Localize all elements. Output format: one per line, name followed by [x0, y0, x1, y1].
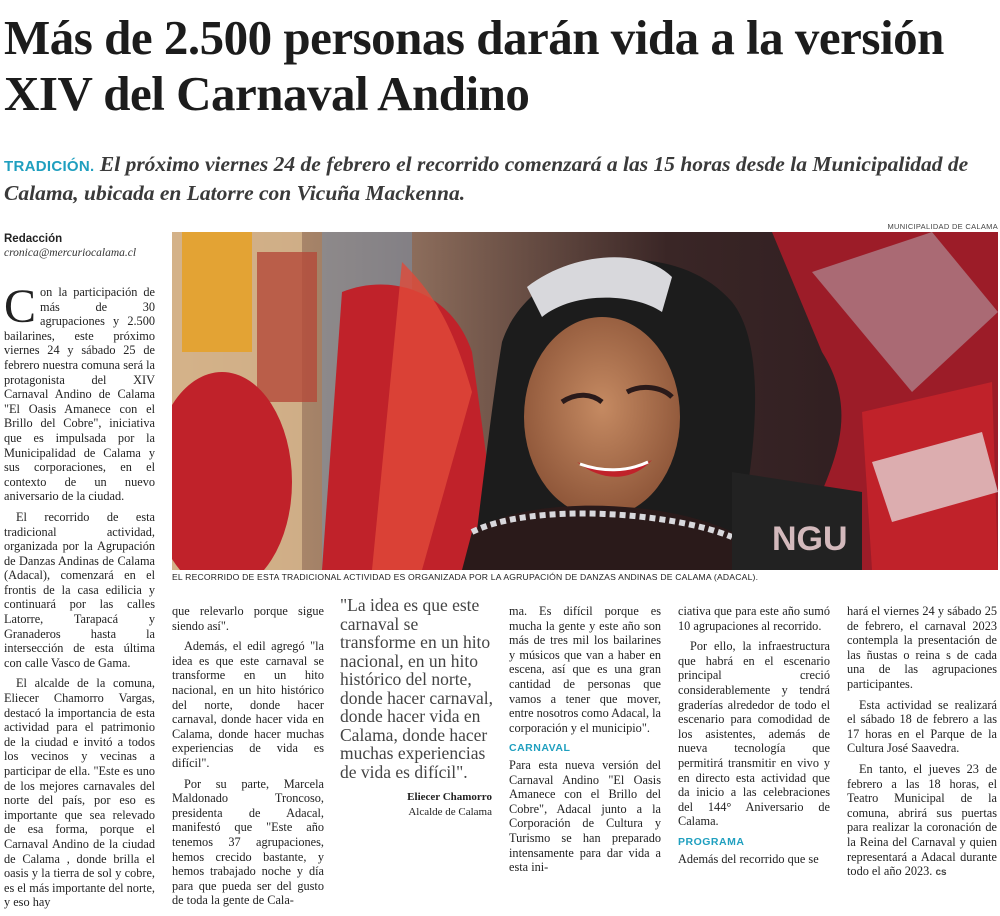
paragraph: ma. Es difícil porque es mucha la gente y este año son más de tres mil los bailarines y músicos que van a haber en escena, así que es una gran cantidad de personas que vamos a tener que mover, entre nosotros como Adacal, la corporación y el municipio".: [509, 604, 661, 735]
pull-quote-role: Alcalde de Calama: [408, 806, 492, 818]
paragraph: Para esta nueva versión del Carnaval Andino "El Oasis Amanece con el Brillo del Cobre", Adacal junto a la Corporación de Cultura y Turismo se han preparado intensamente para dar vida a esta ini-: [509, 757, 661, 875]
article-column-3: [509, 604, 661, 881]
paragraph: ciativa que para este año sumó 10 agrupaciones al recorrido.: [678, 604, 830, 633]
paragraph-text: En tanto, el jueves 23 de febrero a las 18 horas, el Teatro Municipal de la comuna, abrirá sus puertas para realizar la coronación de la Reina del Carnaval y quien representará a Adacal durante todo el año 2023.: [847, 761, 997, 879]
carnival-photo: [172, 232, 998, 570]
carnival-photo-illustration: [172, 232, 998, 570]
byline-author: Redacción: [4, 233, 63, 245]
paragraph: Además del recorrido que se: [678, 851, 819, 866]
drop-cap: C: [4, 280, 37, 333]
paragraph: Por ello, la infraestructura que habrá en el escenario principal creció considerablemente y tendrá graderías alrededor de todo el escenario para comodidad de los asistentes, además de nueva tecnología que permitirá transmitir en vivo y en directo esta actividad que da inicio a las celebraciones del 144° Aniversario de Calama.: [678, 639, 830, 829]
paragraph: que relevarlo porque sigue siendo así".: [172, 604, 324, 633]
paragraph: hará el viernes 24 y sábado 25 de febrero, el carnaval 2023 contempla la presentación de las ñustas o reina s de cada una de las agrupaciones participantes.: [847, 604, 997, 691]
pull-quote-author: Eliecer Chamorro: [407, 791, 492, 803]
article-column-5: [847, 604, 997, 887]
article-column-4: [678, 604, 830, 872]
paragraph: Además, el edil agregó "la idea es que este carnaval se transforme en un hito nacional, en un hito histórico del norte, donde hacer carnaval, donde hacer vida en Calama, donde hacer muchas experiencias de vida es difícil".: [172, 639, 324, 770]
byline-email[interactable]: cronica@mercuriocalama.cl: [4, 247, 137, 259]
photo-caption: EL RECORRIDO DE ESTA TRADICIONAL ACTIVIDAD ES ORGANIZADA POR LA AGRUPACIÓN DE DANZAS ANDINAS DE CALAMA (ADACAL).: [172, 572, 759, 582]
byline: [4, 233, 164, 259]
end-mark: cs: [935, 867, 947, 879]
pull-quote: "La idea es que este carnaval se transforme en un hito nacional, en un hito histórico del norte, donde hacer carnaval, donde hacer vida en Calama, donde hacer muchas experiencias de vida es difícil".: [340, 595, 494, 782]
section-subhead-programa: PROGRAMA: [678, 835, 745, 848]
deck-kicker: TRADICIÓN.: [4, 158, 95, 175]
deck-text: El próximo viernes 24 de febrero el recorrido comenzará a las 15 horas desde la Municipalidad de Calama, ubicada en Latorre con Vicuña Mackenna.: [4, 152, 969, 205]
paragraph-text: on la participación de más de 30 agrupaciones y 2.500 bailarines, este próximo viernes 24 y sábado 25 de febrero nuestra comuna será la protagonista del XIV Carnaval Andino de Calama "El Oasis Amanece con el Brillo del Cobre", iniciativa que es impulsada por la Municipalidad de Calama y sus corporaciones, en el contexto de un nuevo aniversario de la ciudad.: [4, 285, 155, 504]
section-subhead-carnaval: CARNAVAL: [509, 742, 571, 755]
svg-text:NGU: NGU: [772, 520, 848, 558]
deck: [4, 151, 994, 206]
article-column-2: [172, 604, 324, 914]
paragraph: Esta actividad se realizará el sábado 18 de febrero a las 17 horas en el Parque de la Cultura José Saavedra.: [847, 697, 997, 756]
paragraph: Por su parte, Marcela Maldonado Troncoso, presidenta de Adacal, manifestó que "Este año tenemos 37 agrupaciones, hemos crecido bastante, y hemos trabajado noche y día para que pueda ser del gusto de toda la gente de Cala-: [172, 776, 324, 908]
paragraph: El recorrido de esta tradicional actividad, organizada por la Agrupación de Danzas Andinas de Calama (Adacal), comenzará en el frontis de la casa edilicia y continuará por las calles Latorre, Tarapacá y Granaderos hasta la intersección de esta última con calle Vasco de Gama.: [4, 509, 155, 670]
paragraph: [847, 762, 997, 881]
headline: Más de 2.500 personas darán vida a la versión XIV del Carnaval Andino: [4, 10, 944, 121]
photo-credit: MUNICIPALIDAD DE CALAMA: [887, 222, 998, 231]
paragraph: El alcalde de la comuna, Eliecer Chamorro Vargas, destacó la importancia de esta actividad para el patrimonio de la ciudad e invitó a todos los vecinos y vecinas a participar de ella. "Este es uno de los mejores carnavales del norte del país, por eso es importante que sea relevado de esa forma, porque el Carnaval Andino de la ciudad de Calama , donde brilla el oasis y la tierra de sol y cobre, es el más importante del norte, y eso hay: [4, 676, 155, 910]
paragraph: [4, 280, 155, 504]
article-column-1: [4, 280, 155, 916]
